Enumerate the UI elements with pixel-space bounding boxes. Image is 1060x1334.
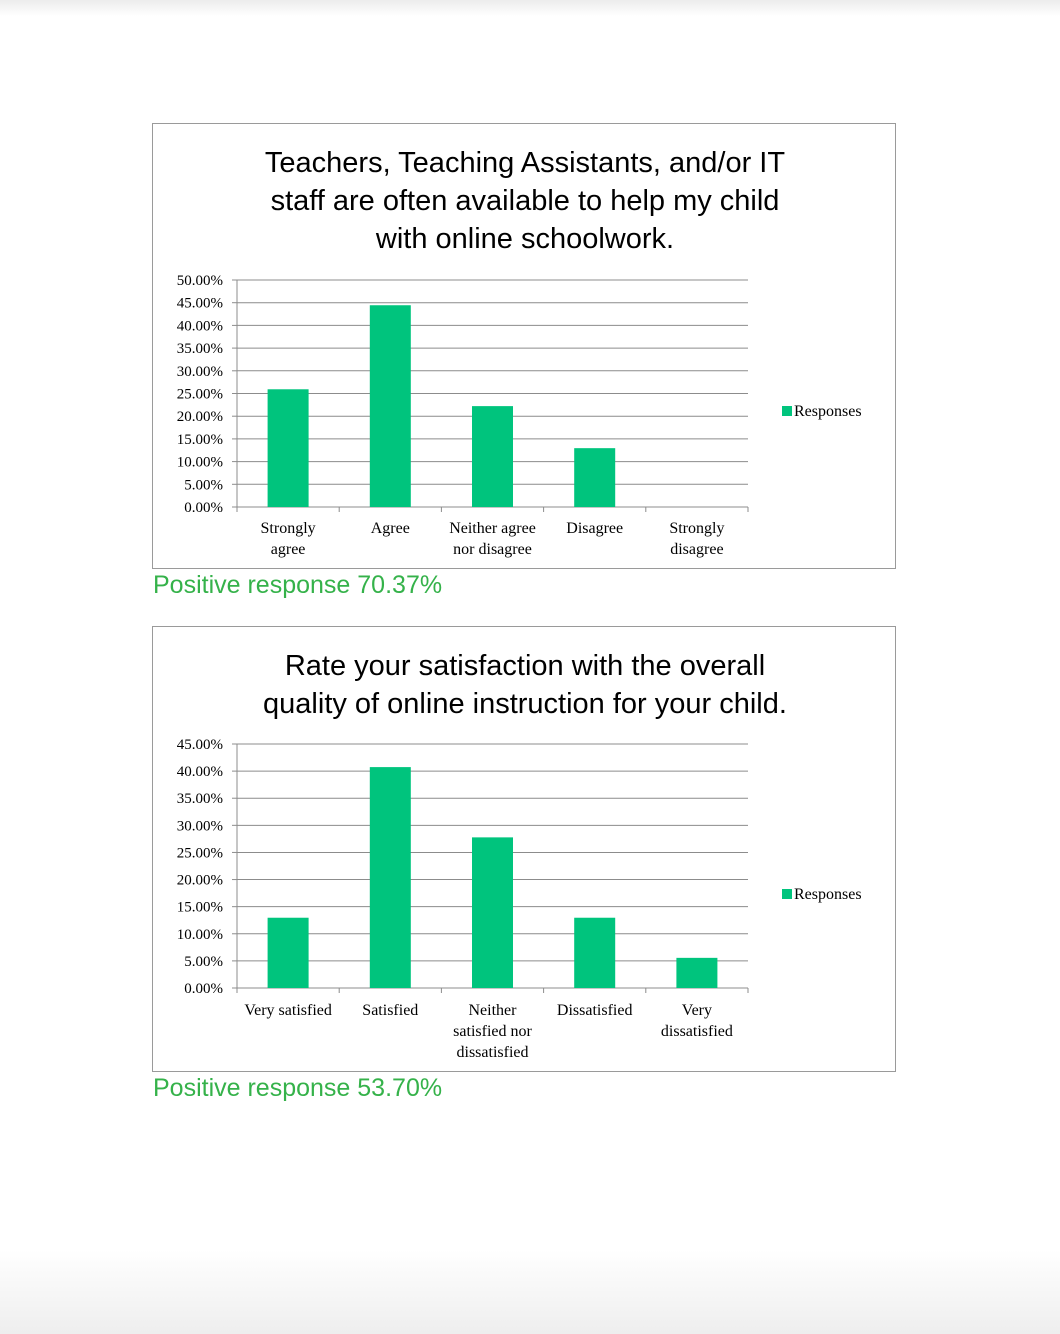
y-tick-label: 30.00%: [176, 363, 223, 380]
x-category-label: Strongly: [260, 520, 316, 537]
x-category-label: disagree: [670, 541, 724, 558]
chart-availability: [152, 123, 896, 569]
x-category-label: Very: [681, 1002, 713, 1019]
y-tick-label: 0.00%: [184, 500, 223, 516]
chart-title-line: Rate your satisfaction with the overall: [284, 650, 766, 682]
x-category-label: Dissatisfied: [556, 1002, 633, 1019]
x-category-label: Agree: [370, 520, 410, 537]
bar: [370, 767, 411, 988]
y-tick-label: 45.00%: [176, 737, 223, 753]
y-tick-label: 10.00%: [176, 454, 223, 471]
x-category-label: Strongly: [669, 520, 725, 537]
x-category-label: nor disagree: [453, 541, 532, 558]
legend-swatch: [782, 406, 792, 416]
y-tick-label: 10.00%: [176, 926, 223, 943]
x-category-label: dissatisfied: [456, 1044, 529, 1061]
page-top-shadow: [0, 0, 1060, 16]
y-tick-label: 40.00%: [176, 318, 223, 335]
x-category-label: Satisfied: [362, 1002, 419, 1019]
y-tick-label: 35.00%: [176, 791, 223, 808]
y-tick-label: 5.00%: [184, 477, 223, 494]
y-tick-label: 20.00%: [176, 409, 223, 426]
positive-response-label: Positive response: [153, 571, 351, 599]
positive-response-value: 53.70%: [357, 1074, 443, 1102]
y-tick-label: 30.00%: [176, 818, 223, 835]
bar: [574, 918, 615, 988]
bar: [268, 918, 309, 988]
x-category-label: agree: [270, 541, 306, 558]
y-tick-label: 50.00%: [176, 273, 223, 289]
y-tick-label: 15.00%: [176, 431, 223, 448]
bar: [472, 837, 513, 988]
x-category-label: Disagree: [566, 520, 624, 537]
positive-response-note-satisfaction: [153, 1074, 442, 1103]
x-category-label: satisfied nor: [453, 1023, 532, 1040]
bar: [472, 406, 513, 507]
y-tick-label: 45.00%: [176, 295, 223, 312]
x-category-label: Neither: [468, 1002, 517, 1019]
x-category-label: Neither agree: [449, 520, 536, 537]
y-tick-label: 15.00%: [176, 899, 223, 916]
legend-label: Responses: [794, 886, 862, 903]
y-tick-label: 35.00%: [176, 341, 223, 358]
legend-label: Responses: [794, 403, 862, 420]
y-tick-label: 25.00%: [176, 386, 223, 403]
bar: [268, 389, 309, 507]
chart-satisfaction: [152, 626, 896, 1072]
x-category-label: Very satisfied: [244, 1002, 332, 1019]
bar: [574, 448, 615, 507]
y-tick-label: 25.00%: [176, 845, 223, 862]
chart-satisfaction-svg: [153, 627, 897, 1073]
legend-swatch: [782, 889, 792, 899]
chart-title-line: staff are often available to help my child: [270, 185, 780, 217]
positive-response-value: 70.37%: [357, 571, 443, 599]
positive-response-note-availability: [153, 571, 442, 600]
positive-response-label: Positive response: [153, 1074, 351, 1102]
y-tick-label: 20.00%: [176, 872, 223, 889]
bar: [676, 958, 717, 988]
chart-title-line: Teachers, Teaching Assistants, and/or IT: [264, 147, 786, 179]
page-bottom-shadow: [0, 1250, 1060, 1334]
x-category-label: dissatisfied: [660, 1023, 733, 1040]
chart-availability-svg: [153, 124, 897, 570]
y-tick-label: 40.00%: [176, 764, 223, 781]
y-tick-label: 5.00%: [184, 953, 223, 970]
chart-title-line: quality of online instruction for your child.: [263, 688, 787, 720]
chart-title-line: with online schoolwork.: [375, 223, 675, 255]
y-tick-label: 0.00%: [184, 981, 223, 997]
bar: [370, 305, 411, 507]
